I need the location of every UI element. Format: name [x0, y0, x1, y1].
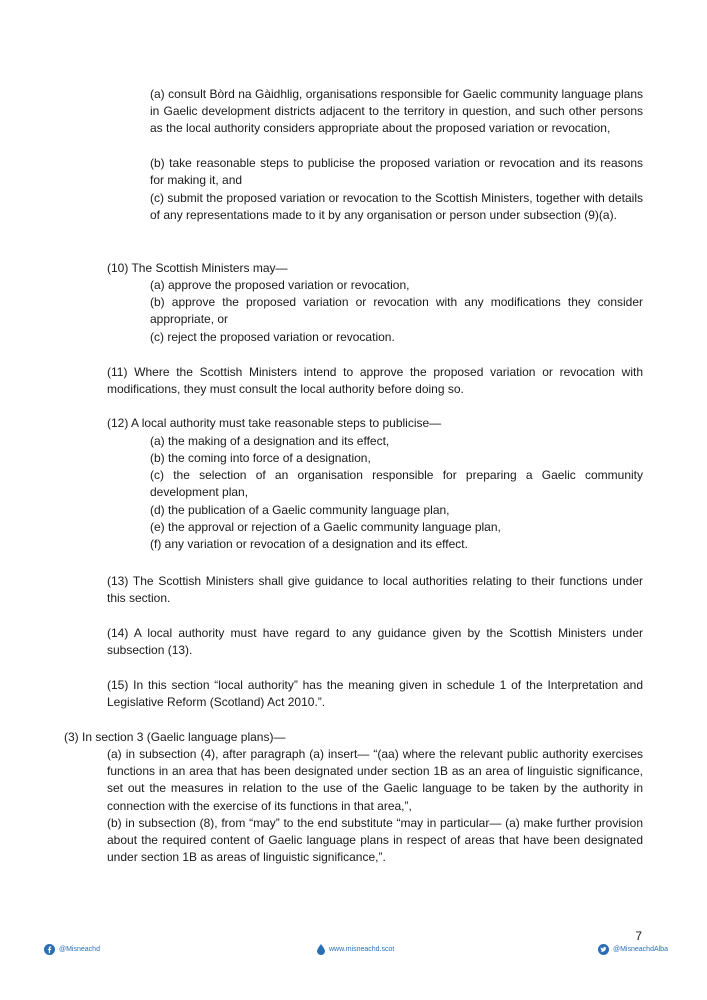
para-15: (15) In this section “local authority” has the meaning given in schedule 1 of the Interpretation and Legislative Reform (Scotland) Act 2010.”. — [107, 678, 643, 710]
footer-facebook[interactable] — [44, 944, 100, 955]
para-10b: (b) approve the proposed variation or revocation with any modifications they consider appropriate, or — [150, 295, 643, 327]
para-9a: (a) consult Bòrd na Gàidhlig, organisations responsible for Gaelic community language plans in Gaelic development districts adjacent to the territory in question, and such other persons as the local authority considers appropriate about the proposed variation or revocation, — [150, 87, 643, 136]
para-10c: (c) reject the proposed variation or revocation. — [150, 330, 395, 344]
droplet-icon — [317, 944, 325, 955]
website-link: www.misneachd.scot — [329, 946, 395, 953]
para-9b: (b) take reasonable steps to publicise the proposed variation or revocation and its reasons for making it, and — [150, 156, 643, 188]
para-12-intro: (12) A local authority must take reasonable steps to publicise— — [107, 416, 442, 430]
twitter-icon — [598, 944, 609, 955]
para-14: (14) A local authority must have regard to any guidance given by the Scottish Ministers under subsection (13). — [107, 626, 643, 658]
facebook-icon — [44, 944, 55, 955]
page-number: 7 — [635, 929, 642, 943]
para-10-intro: (10) The Scottish Ministers may— — [107, 261, 288, 275]
section-3-intro: (3) In section 3 (Gaelic language plans)— — [64, 730, 286, 744]
section-3b: (b) in subsection (8), from “may” to the end substitute “may in particular— (a) make further provision about the required content of Gaelic language plans in respect of areas that have been designated under section 1B as areas of linguistic significance,”. — [107, 816, 643, 865]
para-12c: (c) the selection of an organisation responsible for preparing a Gaelic community development plan, — [150, 468, 643, 500]
para-12d: (d) the publication of a Gaelic community language plan, — [150, 503, 450, 517]
footer-twitter[interactable] — [598, 944, 668, 955]
footer-website[interactable] — [317, 944, 394, 955]
para-10a: (a) approve the proposed variation or revocation, — [150, 278, 410, 292]
section-3a: (a) in subsection (4), after paragraph (a) insert— “(aa) where the relevant public authority exercises functions in an area that has been designated under section 1B as an area of linguistic significance, set out the measures in relation to the use of the Gaelic language to be taken by the authority in connection with the exercise of its functions in that area,”, — [107, 747, 643, 813]
para-13: (13) The Scottish Ministers shall give guidance to local authorities relating to their functions under this section. — [107, 574, 643, 606]
para-12f: (f) any variation or revocation of a designation and its effect. — [150, 537, 468, 551]
facebook-handle: @Misneachd — [59, 946, 100, 953]
twitter-handle: @MisneachdAlba — [613, 946, 668, 953]
para-12e: (e) the approval or rejection of a Gaelic community language plan, — [150, 520, 501, 534]
para-9c: (c) submit the proposed variation or revocation to the Scottish Ministers, together with details of any representations made to it by any organisation or person under subsection (9)(a). — [150, 191, 643, 223]
para-11: (11) Where the Scottish Ministers intend to approve the proposed variation or revocation with modifications, they must consult the local authority before doing so. — [107, 365, 643, 397]
para-12a: (a) the making of a designation and its effect, — [150, 434, 390, 448]
para-12b: (b) the coming into force of a designation, — [150, 451, 371, 465]
